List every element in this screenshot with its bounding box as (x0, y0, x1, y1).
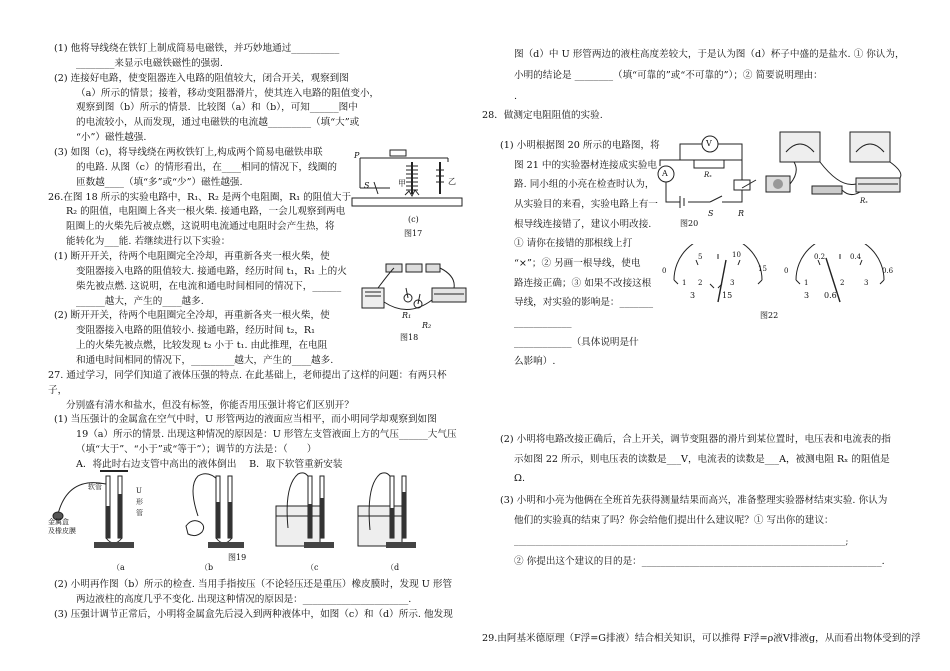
q28-part3-line4: ② 你提出这个建议的目的是：__________________________________________________. (514, 555, 885, 567)
fig22-v-sub-2: 2 (698, 279, 703, 287)
fig22-a-term-1: 3 (804, 291, 810, 300)
q26-line2: R₂ 的阻值，电阻圈上各夹一根火柴. 接通电路，一会儿观察到两电 (66, 206, 346, 218)
q28-part1-line6: ① 请你在接错的那根线上打 (514, 238, 633, 250)
fig17-label-s: S (364, 181, 370, 190)
q26-part1-line4: ______越大，产生的____越多. (76, 295, 204, 307)
q28-part1-line7: “×”；② 另画一根导线，使电 (514, 257, 641, 269)
fig22-caption: 图22 (760, 311, 779, 320)
fig22-a-tick-2: 0.4 (850, 253, 862, 261)
q28-part2-line1: (2) 小明将电路改接正确后，合上开关，调节变阻器的滑片到某位置时，电压表和电流表的指 (500, 434, 891, 445)
q28-part1-line1: (1) 小明根据图 20 所示的电路图，将 (500, 140, 660, 151)
q25-part3-line2: 的电路. 从图（c）的情形看出，在____相同的情况下，线圈的 (76, 161, 337, 173)
fig19-caption: 图19 (228, 553, 247, 562)
q28-title: 28．做测定电阻阻值的实验. (482, 109, 603, 121)
q25-part3-line1: (3) 如图（c)，将导线绕在两枚铁钉上,构成两个简易电磁铁串联 (54, 147, 323, 159)
fig22-a-tick-1: 0.2 (814, 253, 826, 261)
q27-part1-line2: 19（a）所示的情景. 出现这种情况的原因是：U 形管左支管液面上方的气压______大气压 (76, 429, 457, 441)
fig19-label-membrane: 金属盒 及橡皮膜 (48, 518, 76, 536)
voltmeter-dial (674, 244, 762, 302)
fig17-label-jia: 甲 (398, 179, 406, 188)
figure-19 (48, 466, 428, 574)
fig22-a-sub-2: 2 (840, 279, 845, 287)
q25-part1-line2: ________来显示电磁铁磁性的强弱. (76, 57, 223, 69)
fig20-caption: 图20 (680, 219, 699, 228)
q28-part1-line2: 图 21 中的实验器材连接成实验电 (514, 159, 658, 171)
q25-part2-line4: 的电流较小，从而发现，通过电磁铁的电流越_________（填“大”或 (76, 117, 360, 129)
fig19-label-u: U 形 管 (136, 487, 143, 518)
q28-part1-line12: 么影响）. (514, 356, 556, 368)
fig22-v-tick-0: 0 (662, 267, 667, 275)
q27-line2: 分别盛有清水和盐水，但没有标签，你能否用压强计将它们区别开？ (66, 399, 354, 411)
q25-part2-line5: “小”）磁性越强. (76, 132, 147, 144)
figure-17 (350, 148, 468, 248)
fig17-label-yi: 乙 (448, 177, 456, 186)
q27-part2-line2: 两边液柱的高度几乎不变化. 出现这种情况的原因是：______________________. (76, 593, 412, 605)
q27-part3-line3: 小明的结论是 ________（填“可靠的”或“不可靠的”）；② 简要说明理由： (514, 69, 823, 81)
q26-part1-line1: (1) 断开开关，待两个电阻圈完全冷却，再重新各夹一根火柴，使 (54, 251, 330, 263)
fig22-v-term-2: 15 (722, 291, 733, 300)
q28-part1-line11: ____________（具体说明是什 (514, 336, 639, 348)
q28-part1-line10: ____________ (514, 316, 572, 328)
q25-part2-line2: （a）所示的情景；接着，移动变阻器滑片，使其连入电路的阻值变小， (76, 87, 380, 99)
fig17-label-p: P (354, 151, 360, 160)
fig22-a-sub-3: 3 (864, 279, 869, 287)
q28-part3-line2: 他们的实验真的结束了吗？你会给他们提出什么建议呢？① 写出你的建议： (514, 514, 834, 526)
figure-20 (650, 130, 760, 230)
q26-part2-line2: 变阻器接入电路的阻值较小. 接通电路，经历时间 t₂，R₁ (76, 325, 315, 337)
fig19-apparatus-d (358, 473, 416, 548)
q27-part3-line2: 图（d）中 U 形管两边的液柱高度差较大，于是认为图（d）杯子中盛的是盐水. ① 你认为， (514, 49, 905, 60)
fig19-label-b: （b (200, 563, 214, 572)
q25-part3-line3: 匝数越____（填“多”或“少”）磁性越强. (76, 176, 243, 188)
q28-part2-line2: 示如图 22 所示，则电压表的读数是___V，电流表的读数是___A，被测电阻 Rₓ 的阻值是 (514, 453, 890, 465)
q26-part1-line3: 柴先被点燃. 这说明，在电流和通电时间相同的情况下，______ (76, 280, 342, 292)
q26-line1: 26.在图 18 所示的实验电路中，R₁、R₂ 是两个电阻圈，R₁ 的阻值大于 (48, 191, 352, 203)
q28-part3-line1: (3) 小明和小亮为他俩在全班首先获得测量结果而高兴，准备整理实验器材结束实验. 你认为 (500, 494, 888, 506)
q28-part1-line9: 导线，对实验的影响是：_______ (514, 297, 654, 309)
fig19-label-a: （a (112, 563, 125, 572)
fig22-v-tick-3: 15 (758, 265, 767, 273)
q26-part2-line3: 上的火柴先被点燃，比较发现 t₂ 小于 t₁. 由此推理，在电阻 (76, 340, 328, 352)
q28-part1-line8: 路连接正确；③ 如果不改接这根 (514, 277, 652, 289)
q27-part2-line1: (2) 小明再作图（b）所示的检查. 当用手指按压（不论轻压还是重压）橡皮膜时，发现 U 形管 (54, 579, 453, 590)
fig17-sub: (c) (408, 215, 419, 224)
fig18-r2: R₂ (422, 321, 432, 330)
figure-18-drawing (360, 258, 470, 324)
fig19-apparatus-b (186, 474, 244, 548)
fig18-caption: 图18 (400, 333, 419, 342)
fig18-r1: R₁ (402, 311, 412, 320)
q25-part2-line1: (2) 连接好电路，使变阻器连入电路的阻值较大，闭合开关，观察到图 (54, 72, 349, 84)
fig20-s: S (708, 209, 714, 218)
q25-part1-line1: (1) 他将导线绕在铁钉上制成简易电磁铁，并巧妙地通过__________ (54, 43, 340, 54)
fig19-label-d: （d (386, 563, 400, 572)
fig22-a-tick-0: 0 (784, 267, 789, 275)
figure-21 (760, 128, 910, 222)
q27-part3-line4: . (514, 90, 518, 102)
q28-part2-line3: Ω. (514, 473, 526, 485)
q27-line1: 27. 通过学习，同学们知道了液体压强的特点. 在此基础上，老师提出了这样的问题：有两只杯子， (48, 369, 447, 396)
q29-line1: 29.由阿基米德原理（F浮=G排液）结合相关知识，可以推得 F浮=ρ液V排液g，从而看出物体受到的浮 (482, 633, 921, 644)
fig22-v-tick-2: 10 (732, 251, 741, 259)
figure-21-drawing (760, 128, 910, 222)
q28-part1-line5: 根导线连接错了，建议小明改接. (514, 218, 652, 230)
q25-part2-line3: 观察到图（b）所示的情景．比较图（a）和（b），可知______图中 (76, 102, 358, 114)
q27-part1-line3: （填“大于”、“小于”或“等于”）；调节的方法是：（ ） (76, 444, 317, 456)
q28-part1-line3: 路. 同小组的小亮在检查时认为， (514, 179, 655, 191)
q26-part2-line4: 和通电时间相同的情况下，_________越大，产生的____越多. (76, 355, 334, 367)
ammeter-dial (796, 244, 884, 302)
fig22-v-sub-3: 3 (730, 279, 735, 287)
fig22-a-term-2: 0.6 (824, 291, 837, 300)
fig19-apparatus-c (276, 473, 334, 548)
fig19-label-c: （c (306, 563, 319, 572)
fig22-v-sub-1: 1 (682, 279, 687, 287)
q26-part1-line2: 变阻器接入电路的阻值较大. 接通电路，经历时间 t₁，R₁ 上的火 (76, 265, 347, 277)
fig20-rx: Rₓ (704, 171, 712, 179)
fig19-label-hose: 软管 (88, 483, 102, 491)
q28-part3-line3: ______________________________________________________________________________; (514, 537, 849, 548)
fig22-a-tick-3: 0.6 (882, 267, 894, 275)
fig22-a-sub-1: 1 (804, 279, 809, 287)
q27-part1-line4: A．将此时右边支管中高出的液体倒出 B．取下软管重新安装 (76, 459, 343, 471)
fig17-caption: 图17 (404, 229, 423, 238)
figure-22 (660, 244, 900, 324)
fig20-r: R (738, 209, 745, 218)
fig22-v-tick-1: 5 (698, 253, 703, 261)
figure-19-drawing (48, 466, 428, 552)
fig20-a: A (662, 169, 668, 178)
q28-part1-line4: 从实验目的来看，实验电路上有一 (514, 198, 658, 210)
q27-part1-line1: (1) 当压强计的金属盒在空气中时，U 形管两边的液面应当相平，而小明同学却观察到如图 (54, 414, 437, 426)
fig20-v: V (706, 139, 712, 148)
fig22-v-term-1: 3 (690, 291, 696, 300)
q27-part3-line1: (3) 压强计调节正常后，小明将金属盒先后浸入到两种液体中，如图（c）和（d）所示. 他发现 (54, 608, 453, 620)
q26-line3: 阻圈上的火柴先后被点燃，这说明电流通过电阻时会产生热，将 (66, 221, 335, 233)
q26-part2-line1: (2) 断开开关，待两个电阻圈完全冷却，再重新各夹一根火柴，使 (54, 310, 330, 322)
fig21-rx: Rₓ (860, 197, 868, 205)
figure-18 (360, 258, 470, 350)
q26-line4: 能转化为___能. 若继续进行以下实验： (66, 236, 231, 248)
